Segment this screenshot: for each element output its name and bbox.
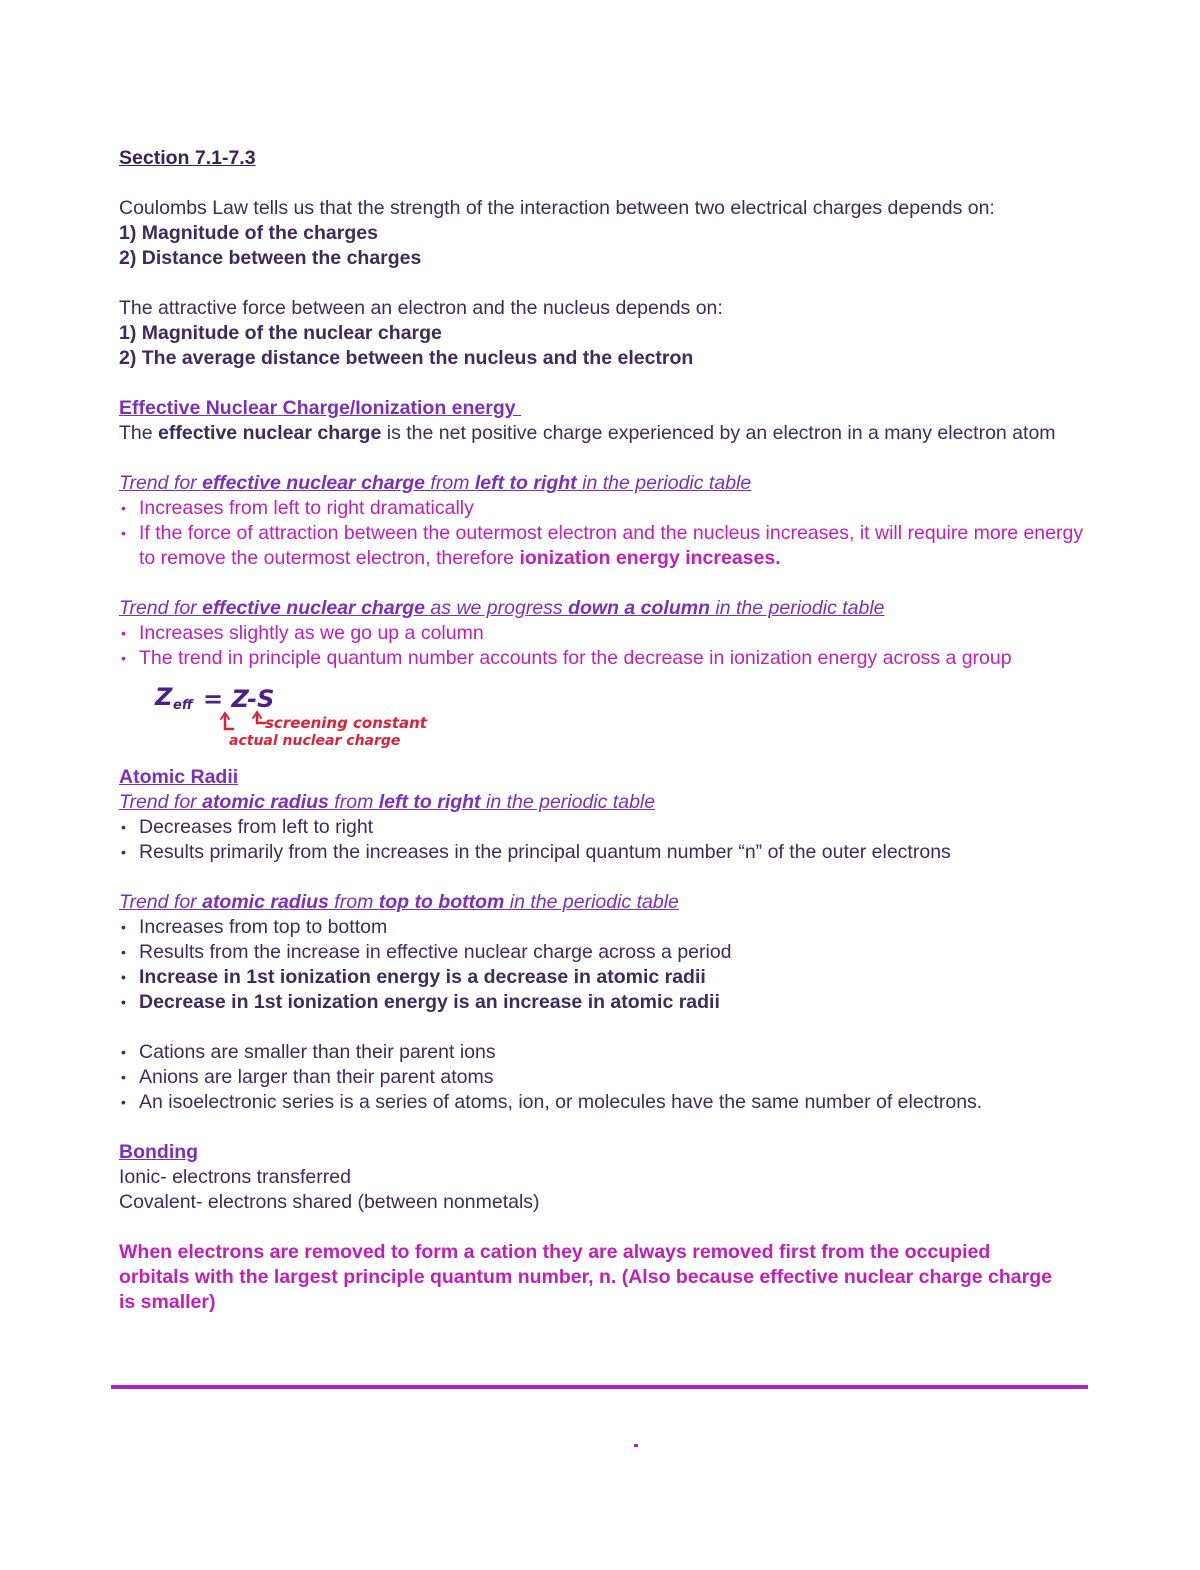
attractive-item-2: 2) The average distance between the nucleus and the electron xyxy=(119,347,694,369)
enc-def-pre: The xyxy=(119,422,159,444)
enc-trend-2-list xyxy=(119,621,1094,671)
list-item: • Anions are larger than their parent atoms xyxy=(119,1065,1094,1090)
list-item: • Increases from top to bottom xyxy=(119,915,1094,940)
attractive-intro: The attractive force between an electron and the nucleus depends on: xyxy=(119,297,723,319)
label-screening: screening constant xyxy=(265,714,427,732)
list-item xyxy=(119,521,1094,571)
formula-sub: eff xyxy=(173,698,193,713)
bonding-ionic: Ionic- electrons transferred xyxy=(119,1166,351,1188)
trend-text: from xyxy=(425,472,475,494)
trend-bold: down a column xyxy=(568,597,710,619)
trend-bold: effective nuclear charge xyxy=(202,597,426,619)
list-item: • Cations are smaller than their parent ions xyxy=(119,1040,1094,1065)
trend-text: Trend for xyxy=(119,597,203,619)
enc-trend-2-title xyxy=(119,596,1094,621)
trend-text: in the periodic table xyxy=(480,791,656,813)
list-item: • Decrease in 1st ionization energy is an increase in atomic radii xyxy=(119,990,1094,1015)
bullet-text: If the force of attraction between the outermost electron and the nucleus increases, it will require more energy to remove the outermost electron, therefore xyxy=(139,522,1084,569)
coulomb-intro: Coulombs Law tells us that the strength of the interaction between two electrical charges depends on: xyxy=(119,197,995,219)
enc-definition xyxy=(119,421,1094,446)
attractive-item-1: 1) Magnitude of the nuclear charge xyxy=(119,322,442,344)
trend-bold: top to bottom xyxy=(378,891,505,913)
radii-trend-1-title xyxy=(119,790,1094,815)
coulomb-item-2: 2) Distance between the charges xyxy=(119,247,422,269)
trend-text: Trend for xyxy=(119,791,203,813)
bonding-covalent: Covalent- electrons shared (between nonmetals) xyxy=(119,1191,540,1213)
trend-bold: left to right xyxy=(474,472,577,494)
trend-text: in the periodic table xyxy=(710,597,885,619)
trend-text: in the periodic table xyxy=(504,891,679,913)
trend-bold: atomic radius xyxy=(202,891,329,913)
list-item: • An isoelectronic series is a series of atoms, ion, or molecules have the same number of electrons. xyxy=(119,1090,1094,1115)
enc-def-bold: effective nuclear charge xyxy=(158,422,382,444)
bullet-bold: ionization energy increases. xyxy=(519,547,781,569)
list-item: • Increases slightly as we go up a column xyxy=(119,621,1094,646)
trend-text: from xyxy=(328,891,379,913)
horizontal-rule xyxy=(111,1385,1088,1389)
arrow-z-icon xyxy=(225,715,233,729)
list-item: • Increases from left to right dramatically xyxy=(119,496,1094,521)
handwritten-zeff-formula xyxy=(153,679,453,765)
list-item: • The trend in principle quantum number accounts for the decrease in ionization energy across a group xyxy=(119,646,1094,671)
trend-bold: effective nuclear charge xyxy=(202,472,426,494)
trend-text: in the periodic table xyxy=(576,472,752,494)
bonding-note: When electrons are removed to form a cation they are always removed first from the occupied orbitals with the largest principle quantum number, n. (Also because effective nuclear charge charge is smaller) xyxy=(119,1241,1052,1313)
radii-trend-2-title xyxy=(119,890,1094,915)
bonding-heading: Bonding xyxy=(119,1141,199,1163)
trend-text: Trend for xyxy=(119,472,203,494)
radii-heading: Atomic Radii xyxy=(119,766,239,788)
trend-text: from xyxy=(328,791,379,813)
formula-rest: = Z-S xyxy=(203,685,275,713)
trend-text: Trend for xyxy=(119,891,203,913)
trend-text: as we progress xyxy=(425,597,569,619)
trend-bold: atomic radius xyxy=(202,791,329,813)
list-item: • Results primarily from the increases in the principal quantum number “n” of the outer electrons xyxy=(119,840,1094,865)
list-item: • Decreases from left to right xyxy=(119,815,1094,840)
radii-trend-2-list xyxy=(119,915,1094,1015)
radii-trend-1-list xyxy=(119,815,1094,865)
ions-list xyxy=(119,1040,1094,1115)
enc-trend-1-list xyxy=(119,496,1094,571)
list-item: • Results from the increase in effective nuclear charge across a period xyxy=(119,940,1094,965)
enc-def-post: is the net positive charge experienced by an electron in a many electron atom xyxy=(381,422,1056,444)
list-item: • Increase in 1st ionization energy is a decrease in atomic radii xyxy=(119,965,1094,990)
coulomb-item-1: 1) Magnitude of the charges xyxy=(119,222,378,244)
label-nuclear: actual nuclear charge xyxy=(229,733,401,749)
section-title: Section 7.1-7.3 xyxy=(119,147,256,169)
document-page xyxy=(119,146,1094,1315)
footer-mark xyxy=(634,1444,638,1447)
formula-z: Z xyxy=(155,683,173,711)
enc-heading: Effective Nuclear Charge/Ionization energy xyxy=(119,397,522,419)
trend-bold: left to right xyxy=(378,791,481,813)
enc-trend-1-title xyxy=(119,471,1094,496)
